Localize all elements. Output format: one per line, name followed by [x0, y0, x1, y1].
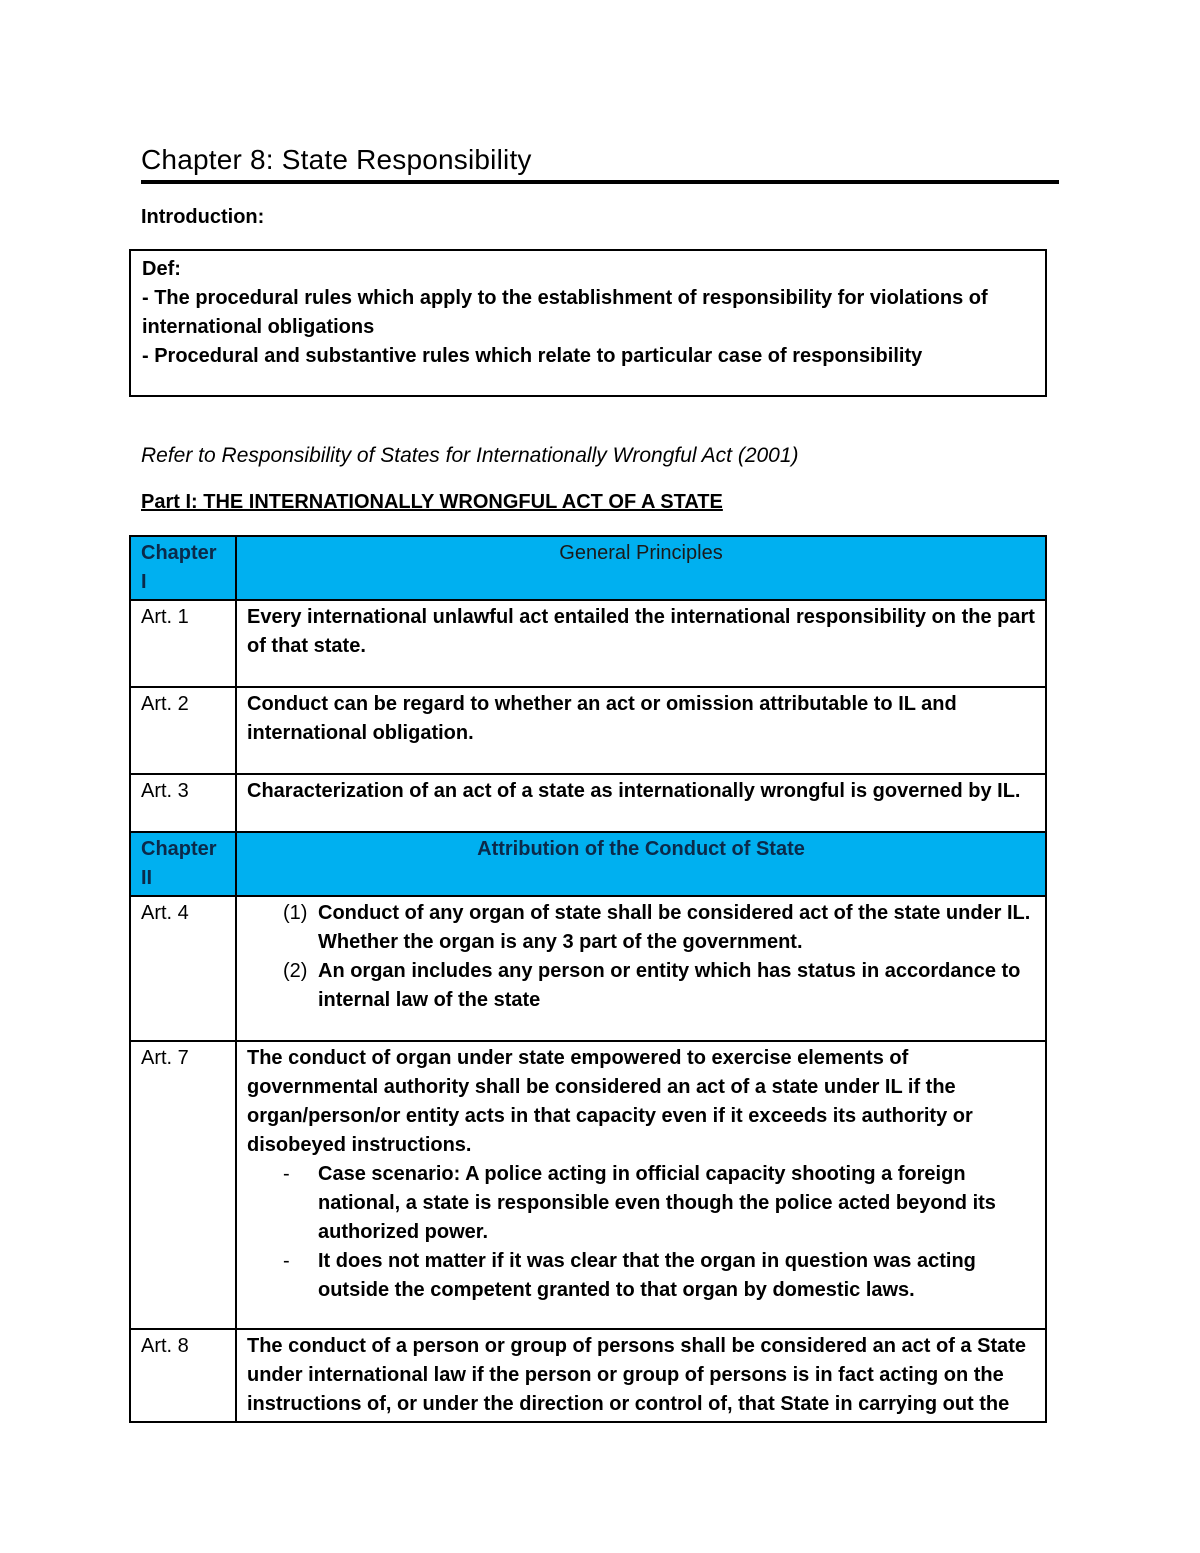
- list-item-text: An organ includes any person or entity which has status in accordance to internal law of the state: [318, 960, 1021, 1011]
- article-text: The conduct of a person or group of persons shall be considered an act of a State under international law if the person or group of persons is in fact acting on the instructions of, or under the direction or control of, that State in carrying out the: [236, 1329, 1046, 1422]
- chapter-title: Attribution of the Conduct of State: [236, 832, 1046, 896]
- article-content: [236, 1041, 1046, 1329]
- table-row: [130, 896, 1046, 1041]
- numbered-list: [247, 899, 1035, 1015]
- article-label: Art. 8: [130, 1329, 236, 1422]
- article-text: The conduct of organ under state empowered to exercise elements of governmental authority shall be considered an act of a state under IL if the organ/person/or entity acts in that capacity even if it exceeds its authority or disobeyed instructions.: [247, 1047, 973, 1156]
- definition-line: - The procedural rules which apply to the establishment of responsibility for violations of: [142, 287, 988, 309]
- definition-box: [129, 249, 1047, 397]
- article-label: Art. 1: [130, 600, 236, 687]
- chapter-label: Chapter II: [130, 832, 236, 896]
- article-label: Art. 7: [130, 1041, 236, 1329]
- chapter-label: Chapter I: [130, 536, 236, 600]
- article-label: Art. 2: [130, 687, 236, 774]
- article-label: Art. 3: [130, 774, 236, 832]
- definition-heading: Def:: [142, 258, 181, 280]
- list-item: [283, 899, 1035, 957]
- list-item: [283, 1160, 1035, 1247]
- article-text: Conduct can be regard to whether an act or omission attributable to IL and international obligation.: [236, 687, 1046, 774]
- dash-marker: -: [283, 1163, 290, 1185]
- article-text: Every international unlawful act entailed the international responsibility on the part of that state.: [236, 600, 1046, 687]
- list-item: [283, 1247, 1035, 1305]
- definition-line: international obligations: [142, 316, 375, 338]
- list-item-text: Case scenario: A police acting in official capacity shooting a foreign national, a state is responsible even though the police acted beyond its authorized power.: [318, 1163, 996, 1243]
- table-row: [130, 774, 1046, 832]
- page-title: Chapter 8: State Responsibility: [141, 144, 532, 175]
- table-row: [130, 600, 1046, 687]
- list-item-text: Conduct of any organ of state shall be considered act of the state under IL. Whether the organ is any 3 part of the government.: [318, 902, 1031, 953]
- list-item: [283, 957, 1035, 1015]
- article-text: Characterization of an act of a state as internationally wrongful is governed by IL.: [236, 774, 1046, 832]
- table-row: [130, 687, 1046, 774]
- list-item-text: It does not matter if it was clear that the organ in question was acting outside the competent granted to that organ by domestic laws.: [318, 1250, 976, 1301]
- chapter-header-row: [130, 832, 1046, 896]
- title-underline-rule: [141, 180, 1059, 184]
- definition-line: - Procedural and substantive rules which relate to particular case of responsibility: [142, 345, 923, 367]
- dash-list: [247, 1160, 1035, 1305]
- article-content: [236, 896, 1046, 1041]
- articles-table: [129, 535, 1047, 1423]
- dash-marker: -: [283, 1250, 290, 1272]
- chapter-header-row: [130, 536, 1046, 600]
- reference-note: Refer to Responsibility of States for Internationally Wrongful Act (2001): [141, 444, 799, 467]
- table-row: [130, 1041, 1046, 1329]
- table-row: [130, 1329, 1046, 1422]
- introduction-label: Introduction:: [141, 206, 265, 228]
- part-heading: Part I: THE INTERNATIONALLY WRONGFUL ACT OF A STATE: [141, 491, 723, 513]
- chapter-title: General Principles: [236, 536, 1046, 600]
- article-label: Art. 4: [130, 896, 236, 1041]
- list-number: (1): [283, 902, 308, 924]
- list-number: (2): [283, 960, 308, 982]
